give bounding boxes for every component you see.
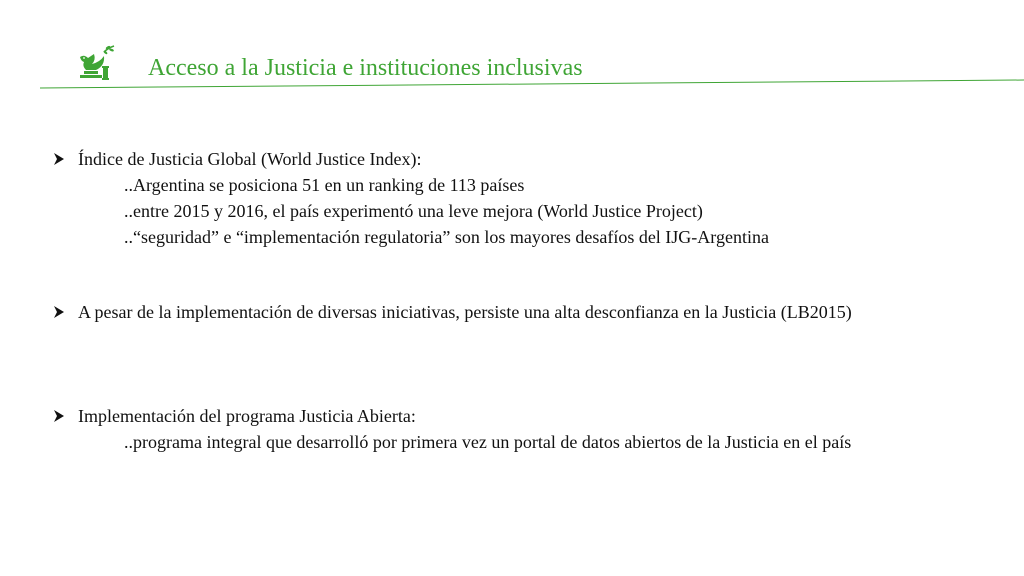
sub-item: ..Argentina se posiciona 51 en un ranking de 113 países: [124, 175, 525, 195]
bullet-item: [52, 299, 852, 325]
arrow-bullet-icon: [52, 408, 78, 422]
sub-item: ..programa integral que desarrolló por primera vez un portal de datos abiertos de la Justicia en el país: [124, 432, 852, 452]
title-underline: [40, 79, 1024, 99]
bullet-text: Implementación del programa Justicia Abierta:: [78, 406, 416, 426]
bullet-line: [52, 403, 851, 429]
slide-title: Acceso a la Justicia e instituciones inclusivas: [148, 55, 583, 81]
sub-item: ..“seguridad” e “implementación regulatoria” son los mayores desafíos del IJG-Argentina: [124, 227, 769, 247]
arrow-bullet-icon: [52, 151, 78, 165]
bullet-item: [52, 146, 769, 250]
bullet-line: [52, 299, 852, 325]
bullet-text: A pesar de la implementación de diversas iniciativas, persiste una alta desconfianza en la Justicia (LB2015): [78, 302, 852, 322]
dove-olive-branch-icon: [74, 44, 116, 82]
sub-item: ..entre 2015 y 2016, el país experimentó una leve mejora (World Justice Project): [124, 201, 703, 221]
bullet-item: [52, 403, 851, 455]
arrow-bullet-icon: [52, 304, 78, 318]
bullet-text: Índice de Justicia Global (World Justice Index):: [78, 149, 422, 169]
bullet-line: [52, 146, 769, 172]
